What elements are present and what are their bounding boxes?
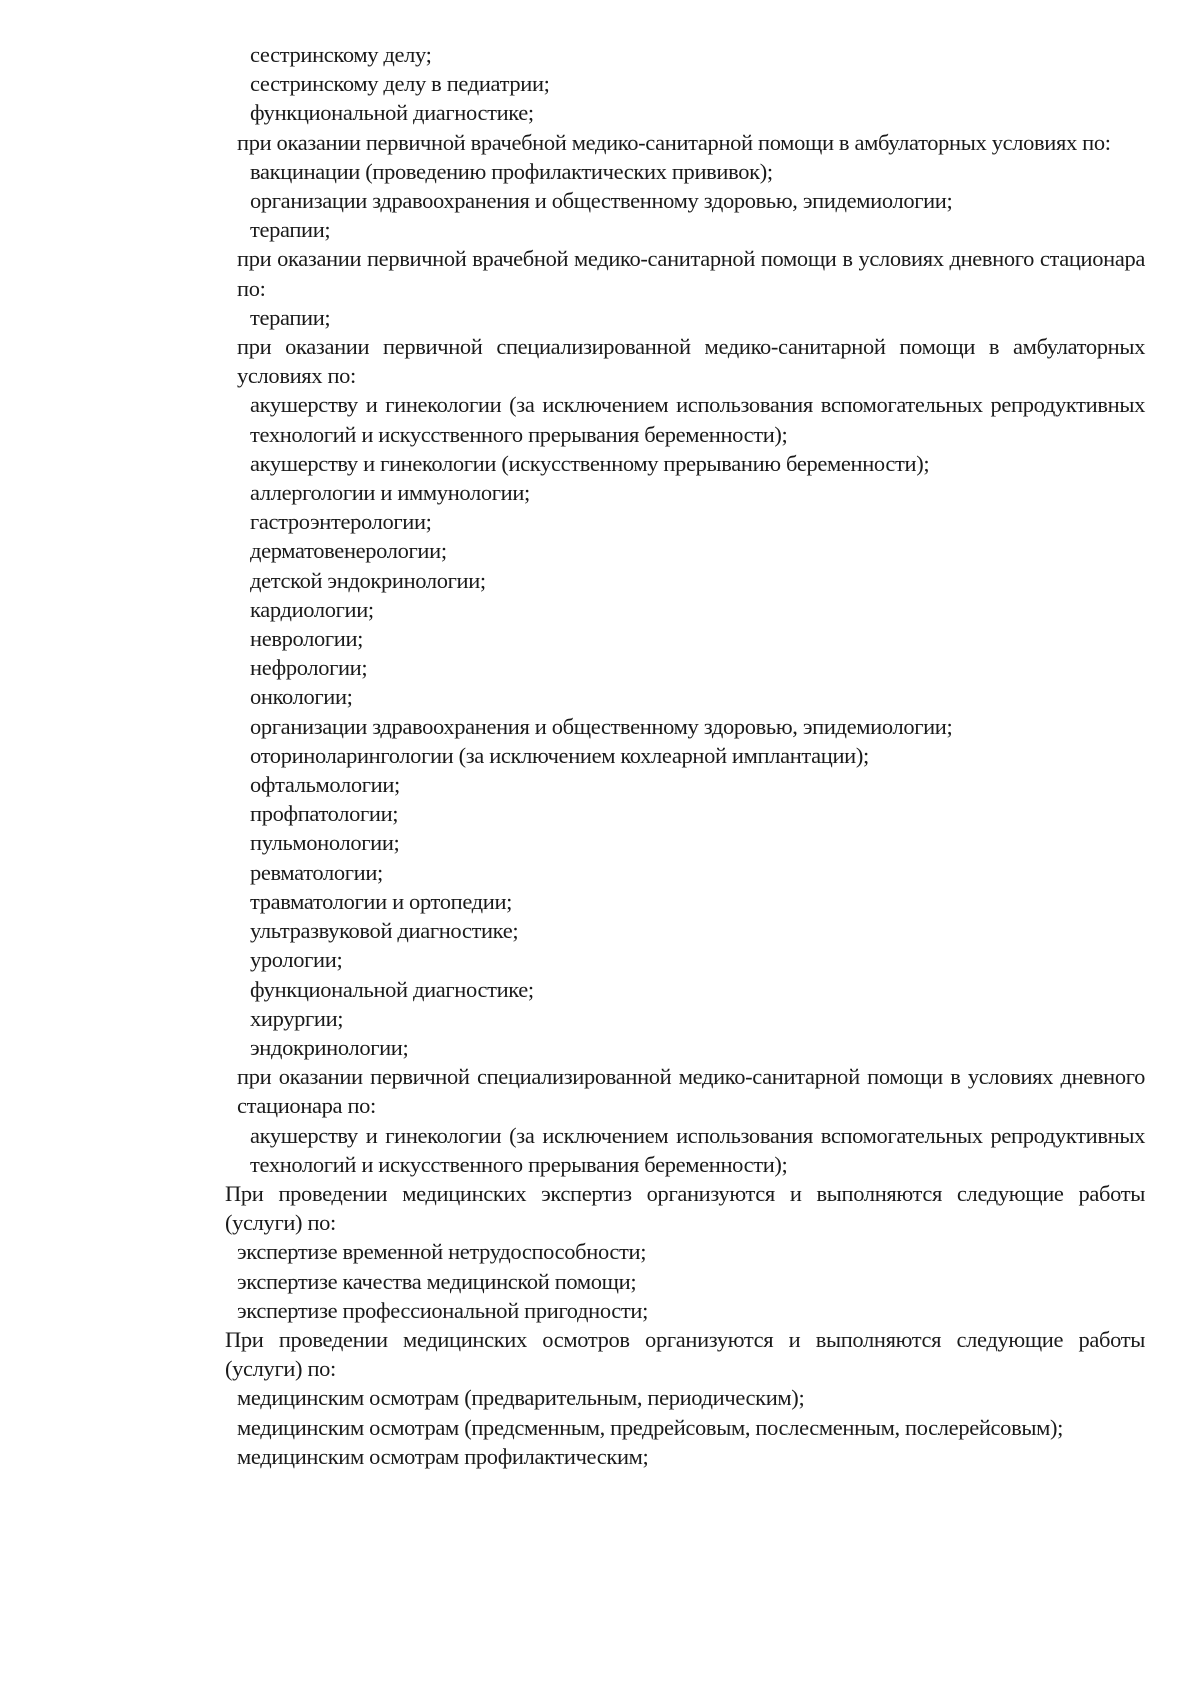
list-item: вакцинации (проведению профилактических прививок); <box>250 158 773 184</box>
list-item: кардиологии; <box>250 596 374 622</box>
list-item: сестринскому делу в педиатрии; <box>250 71 550 97</box>
list-item: оториноларингологии (за исключением кохлеарной имплантации); <box>250 742 869 768</box>
document-page <box>225 40 1145 1471</box>
list-item: сестринскому делу; <box>250 42 432 67</box>
list-item: онкологии; <box>250 684 353 710</box>
list-item: детской эндокринологии; <box>250 567 486 593</box>
section-paragraph: экспертизе временной нетрудоспособности; <box>237 1239 647 1265</box>
list-item: нефрологии; <box>250 655 368 681</box>
section-paragraph: медицинским осмотрам (предварительным, периодическим); <box>237 1385 805 1411</box>
heading-paragraph: При проведении медицинских экспертиз организуются и выполняются следующие работы (услуги) по: <box>225 1180 1145 1236</box>
list-item: пульмонологии; <box>250 830 400 856</box>
list-item: акушерству и гинекологии (за исключением использования вспомогательных репродуктивных технологий и искусственного прерывания беременности); <box>250 392 1145 447</box>
list-item: функциональной диагностике; <box>250 976 534 1002</box>
list-item: травматологии и ортопедии; <box>250 888 513 914</box>
section-paragraph: медицинским осмотрам профилактическим; <box>237 1443 649 1469</box>
list-item: офтальмологии; <box>250 772 400 798</box>
list-item: ультразвуковой диагностике; <box>250 918 519 944</box>
list-item: функциональной диагностике; <box>250 100 534 126</box>
heading-paragraph: При проведении медицинских осмотров организуются и выполняются следующие работы (услуги) по: <box>225 1326 1145 1382</box>
list-item: профпатологии; <box>250 801 399 827</box>
list-item: ревматологии; <box>250 859 383 885</box>
section-paragraph: экспертизе качества медицинской помощи; <box>237 1268 637 1294</box>
list-item: акушерству и гинекологии (искусственному прерыванию беременности); <box>250 450 930 476</box>
list-item: эндокринологии; <box>250 1034 409 1060</box>
section-paragraph: медицинским осмотрам (предсменным, предрейсовым, послесменным, послерейсовым); <box>237 1414 1064 1440</box>
list-item: урологии; <box>250 947 343 973</box>
list-item: терапии; <box>250 304 331 330</box>
section-paragraph: при оказании первичной специализированной медико-санитарной помощи в условиях дневного стационара по: <box>237 1064 1145 1119</box>
list-item: аллергологии и иммунологии; <box>250 480 530 506</box>
list-item: неврологии; <box>250 626 364 652</box>
list-item: дерматовенерологии; <box>250 538 447 564</box>
list-item: терапии; <box>250 217 331 243</box>
list-item: хирургии; <box>250 1005 344 1031</box>
list-item: акушерству и гинекологии (за исключением использования вспомогательных репродуктивных технологий и искусственного прерывания беременности); <box>250 1122 1145 1177</box>
section-paragraph: при оказании первичной врачебной медико-санитарной помощи в условиях дневного стационара по: <box>237 246 1145 301</box>
section-paragraph: экспертизе профессиональной пригодности; <box>237 1297 648 1323</box>
list-item: гастроэнтерологии; <box>250 509 432 535</box>
list-item: организации здравоохранения и общественному здоровью, эпидемиологии; <box>250 188 953 214</box>
list-item: организации здравоохранения и общественному здоровью, эпидемиологии; <box>250 713 953 739</box>
section-paragraph: при оказании первичной специализированной медико-санитарной помощи в амбулаторных условиях по: <box>237 334 1145 389</box>
section-paragraph: при оказании первичной врачебной медико-санитарной помощи в амбулаторных условиях по: <box>237 129 1111 155</box>
